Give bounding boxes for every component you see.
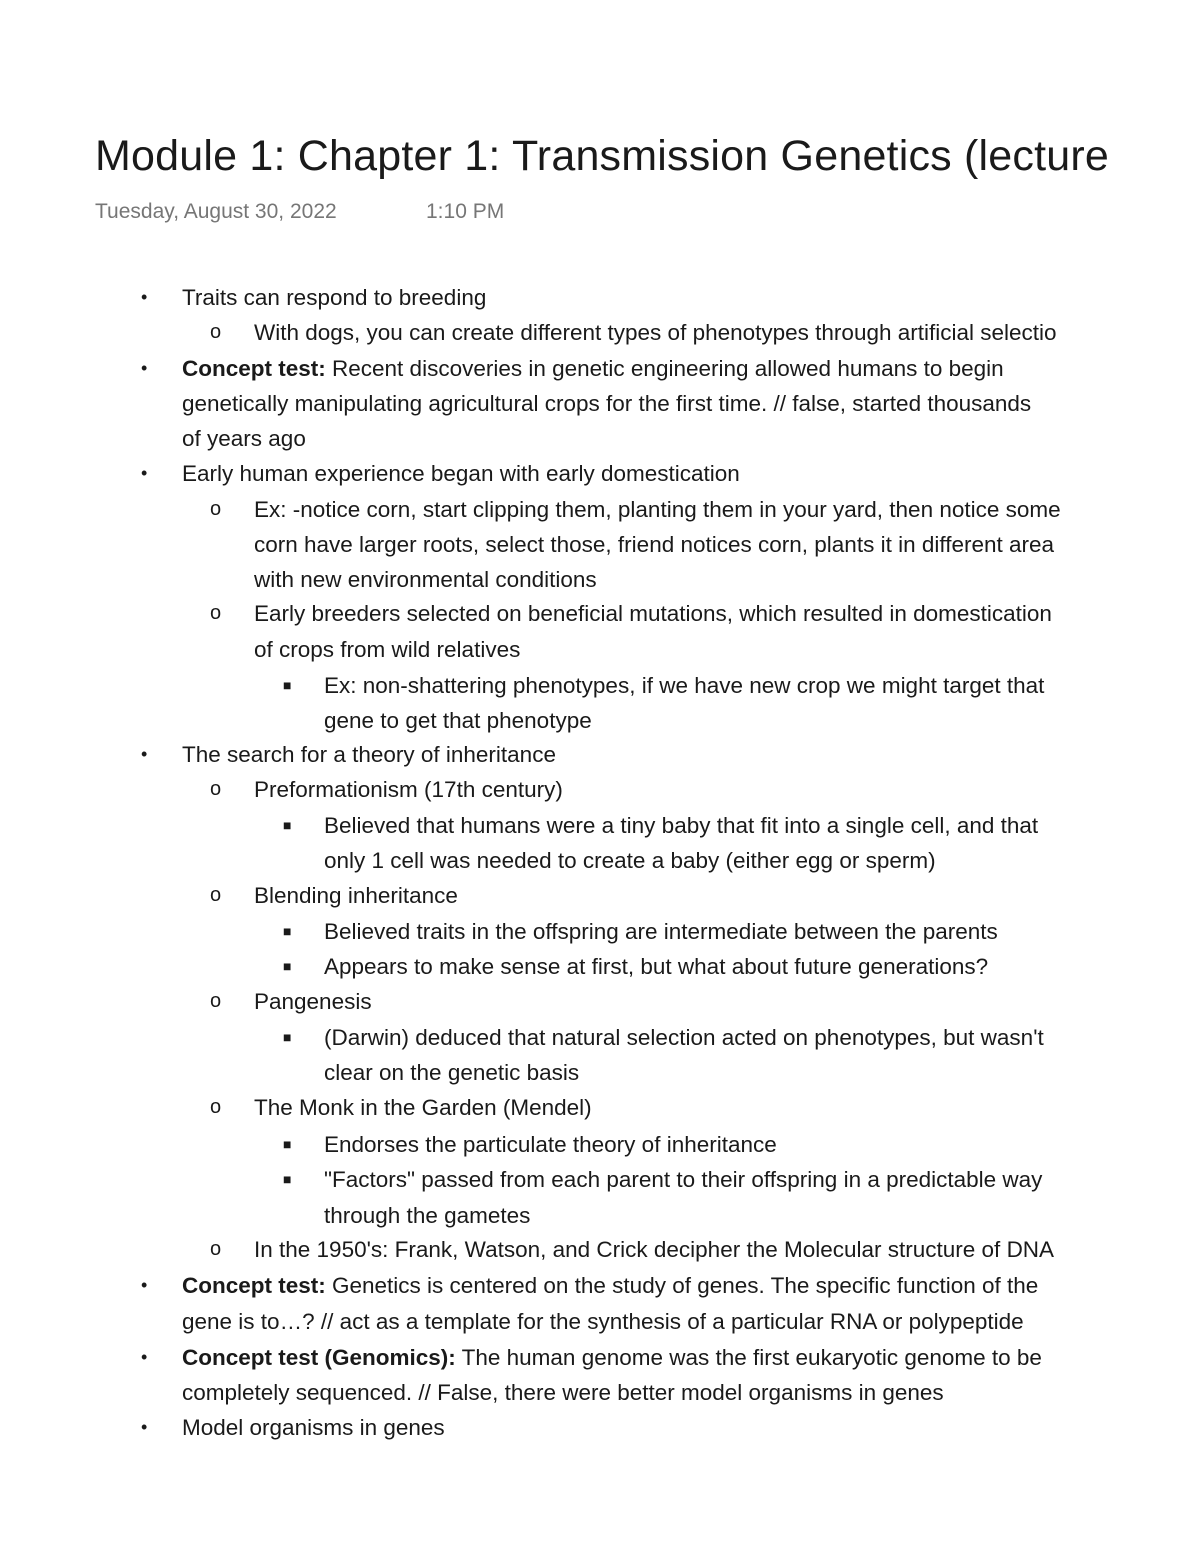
list-item-text: The human genome was the first eukaryotic genome to be (455, 1345, 1042, 1370)
list-item-continuation: clear on the genetic basis (324, 1060, 580, 1085)
list-item: Believed traits in the offspring are intermediate between the parents (324, 919, 998, 944)
list-item: Traits can respond to breeding (182, 285, 487, 310)
list-item: Pangenesis (254, 989, 372, 1014)
bullet-icon: • (141, 1417, 148, 1437)
circle-bullet-icon: o (210, 1096, 222, 1118)
square-bullet-icon: ■ (283, 817, 292, 833)
list-item: Early human experience began with early domestication (182, 461, 740, 486)
bullet-icon: • (141, 287, 148, 307)
list-item: Believed that humans were a tiny baby that fit into a single cell, and that (324, 813, 1039, 838)
concept-test-label: Concept test: (182, 356, 326, 381)
list-item: Blending inheritance (254, 883, 458, 908)
list-item-continuation: corn have larger roots, select those, friend notices corn, plants it in different area (254, 532, 1055, 557)
list-item-text: Recent discoveries in genetic engineering allowed humans to begin (325, 356, 1004, 381)
concept-test-label: Concept test: (182, 1273, 326, 1298)
list-item: The search for a theory of inheritance (182, 742, 556, 767)
square-bullet-icon: ■ (283, 1029, 292, 1045)
list-item: Ex: -notice corn, start clipping them, planting them in your yard, then notice some (254, 497, 1061, 522)
square-bullet-icon: ■ (283, 677, 292, 693)
page-title: Module 1: Chapter 1: Transmission Genetics (lecture (95, 132, 1109, 180)
circle-bullet-icon: o (210, 1238, 222, 1260)
circle-bullet-icon: o (210, 321, 222, 343)
square-bullet-icon: ■ (283, 923, 292, 939)
bullet-icon: • (141, 1275, 148, 1295)
list-item-continuation: gene is to…? // act as a template for the synthesis of a particular RNA or polypeptide (182, 1309, 1024, 1334)
list-item: With dogs, you can create different types of phenotypes through artificial selectio (254, 320, 1057, 345)
concept-test-label: Concept test (Genomics): (182, 1345, 456, 1370)
list-item: Appears to make sense at first, but what about future generations? (324, 954, 989, 979)
list-item-text: Genetics is centered on the study of genes. The specific function of the (325, 1273, 1039, 1298)
list-item-continuation: gene to get that phenotype (324, 708, 592, 733)
list-item-continuation: genetically manipulating agricultural crops for the first time. // false, started thousands (182, 391, 1032, 416)
bullet-icon: • (141, 1347, 148, 1367)
bullet-icon: • (141, 744, 148, 764)
square-bullet-icon: ■ (283, 1136, 292, 1152)
note-time: 1:10 PM (426, 200, 505, 223)
list-item: (Darwin) deduced that natural selection acted on phenotypes, but wasn't (324, 1025, 1044, 1050)
square-bullet-icon: ■ (283, 1171, 292, 1187)
list-item: "Factors" passed from each parent to their offspring in a predictable way (324, 1167, 1043, 1192)
circle-bullet-icon: o (210, 990, 222, 1012)
list-item: The Monk in the Garden (Mendel) (254, 1095, 592, 1120)
list-item (182, 1268, 1038, 1303)
list-item: In the 1950's: Frank, Watson, and Crick decipher the Molecular structure of DNA (254, 1237, 1055, 1262)
bullet-icon: • (141, 463, 148, 483)
list-item (182, 351, 1004, 386)
list-item-continuation: only 1 cell was needed to create a baby (either egg or sperm) (324, 848, 936, 873)
circle-bullet-icon: o (210, 778, 222, 800)
note-date: Tuesday, August 30, 2022 (95, 200, 337, 223)
list-item: Endorses the particulate theory of inheritance (324, 1132, 777, 1157)
list-item-continuation: with new environmental conditions (254, 567, 597, 592)
list-item (182, 1340, 1042, 1375)
list-item-continuation: of years ago (182, 426, 306, 451)
circle-bullet-icon: o (210, 498, 222, 520)
list-item: Preformationism (17th century) (254, 777, 563, 802)
circle-bullet-icon: o (210, 884, 222, 906)
list-item: Ex: non-shattering phenotypes, if we have new crop we might target that (324, 673, 1045, 698)
bullet-icon: • (141, 358, 148, 378)
list-item-continuation: completely sequenced. // False, there were better model organisms in genes (182, 1380, 944, 1405)
square-bullet-icon: ■ (283, 958, 292, 974)
list-item: Model organisms in genes (182, 1415, 445, 1440)
circle-bullet-icon: o (210, 602, 222, 624)
list-item-continuation: through the gametes (324, 1203, 531, 1228)
list-item: Early breeders selected on beneficial mutations, which resulted in domestication (254, 601, 1052, 626)
list-item-continuation: of crops from wild relatives (254, 637, 521, 662)
